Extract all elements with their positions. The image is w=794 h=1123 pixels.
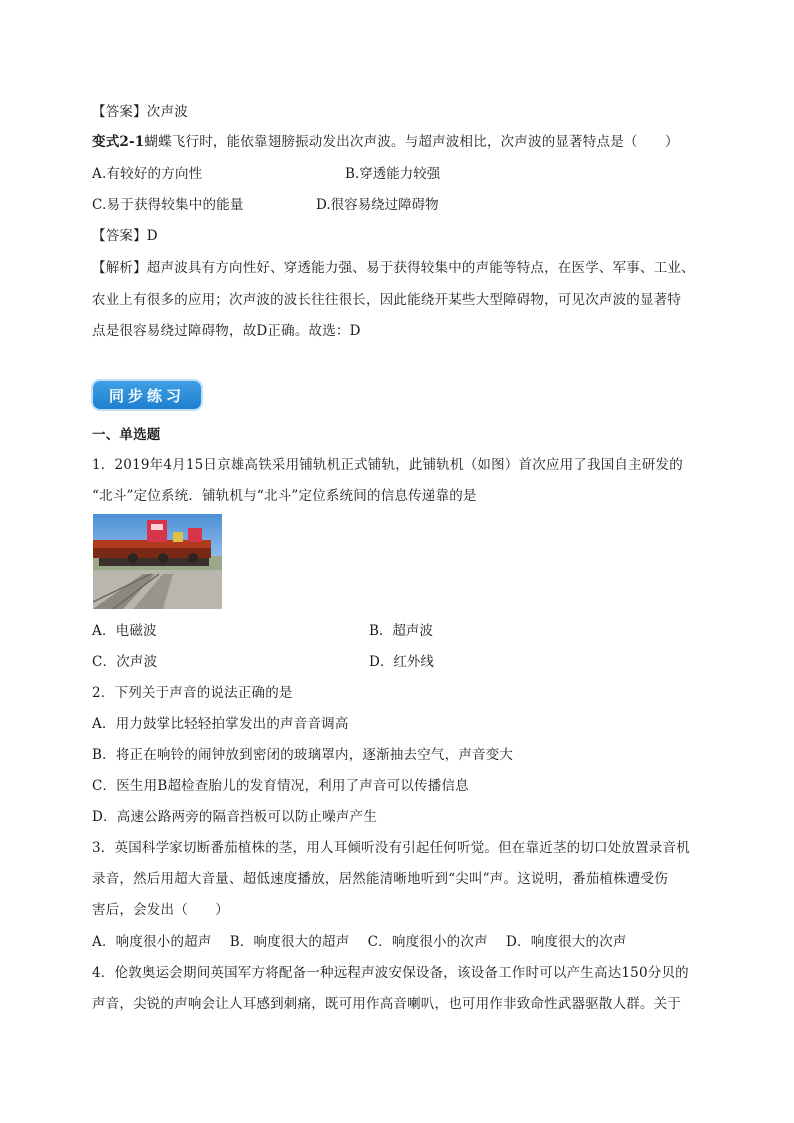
analysis-line-2: 农业上有很多的应用；次声波的波长往往很长，因此能绕开某些大型障碍物，可见次声波的显著特 (92, 292, 682, 308)
q3-text-line-1: 3．英国科学家切断番茄植株的茎，用人耳倾听没有引起任何听觉。但在靠近茎的切口处放置录音机 (92, 840, 690, 856)
q2-text: 2．下列关于声音的说法正确的是 (92, 685, 293, 701)
q3-options: A．响度很小的超声 B．响度很大的超声 C．响度很小的次声 D．响度很大的次声 (92, 934, 627, 950)
track-laying-machine-photo (93, 514, 222, 609)
q4-text-line-2: 声音，尖锐的声响会让人耳感到刺痛，既可用作高音喇叭，也可用作非致命性武器驱散人群。关于 (92, 996, 682, 1012)
q2-option-c: C．医生用B超检查胎儿的发育情况，利用了声音可以传播信息 (92, 778, 469, 794)
q1-option-a: A．电磁波 (92, 623, 157, 639)
q2-option-a: A．用力鼓掌比轻轻拍掌发出的声音音调高 (92, 716, 349, 732)
variant-option-b: B.穿透能力较强 (345, 166, 441, 182)
q1-option-c: C．次声波 (92, 654, 158, 670)
variant-option-d: D.很容易绕过障碍物 (316, 197, 439, 213)
answer-line-2: 【答案】D (92, 228, 158, 244)
variant-option-a: A.有较好的方向性 (92, 166, 203, 182)
q2-option-d: D．高速公路两旁的隔音挡板可以防止噪声产生 (92, 809, 378, 825)
q1-option-b: B．超声波 (369, 623, 433, 639)
q4-text-line-1: 4．伦敦奥运会期间英国军方将配备一种远程声波安保设备，该设备工作时可以产生高达150分贝的 (92, 965, 689, 981)
q1-option-d: D．红外线 (369, 654, 434, 670)
section-banner (93, 381, 201, 409)
q3-text-line-2: 录音，然后用超大音量、超低速度播放，居然能清晰地听到“尖叫”声。这说明，番茄植株遭受伤 (92, 871, 668, 887)
section-subheading: 一、单选题 (92, 427, 161, 443)
q2-option-b: B．将正在响铃的闹钟放到密闭的玻璃罩内，逐渐抽去空气，声音变大 (92, 747, 514, 763)
variant-label: 变式2-1 (92, 134, 145, 150)
q3-text-line-3: 害后，会发出（ ） (92, 902, 229, 918)
answer-line-1: 【答案】次声波 (92, 104, 188, 120)
analysis-line-1: 【解析】超声波具有方向性好、穿透能力强、易于获得较集中的声能等特点，在医学、军事、工业、 (92, 260, 695, 276)
variant-question (92, 132, 679, 152)
section-title: 同步练习 (108, 386, 185, 405)
variant-option-c: C.易于获得较集中的能量 (92, 197, 244, 213)
analysis-line-3: 点是很容易绕过障碍物，故D正确。故选：D (92, 323, 361, 339)
variant-text: 蝴蝶飞行时，能依靠翅膀振动发出次声波。与超声波相比，次声波的显著特点是（ ） (144, 134, 679, 150)
q1-text-line-1: 1．2019年4月15日京雄高铁采用铺轨机正式铺轨，此铺轨机（如图）首次应用了我国自主研发的 (92, 457, 683, 473)
q1-text-line-2: “北斗”定位系统．铺轨机与“北斗”定位系统间的信息传递靠的是 (92, 488, 477, 504)
